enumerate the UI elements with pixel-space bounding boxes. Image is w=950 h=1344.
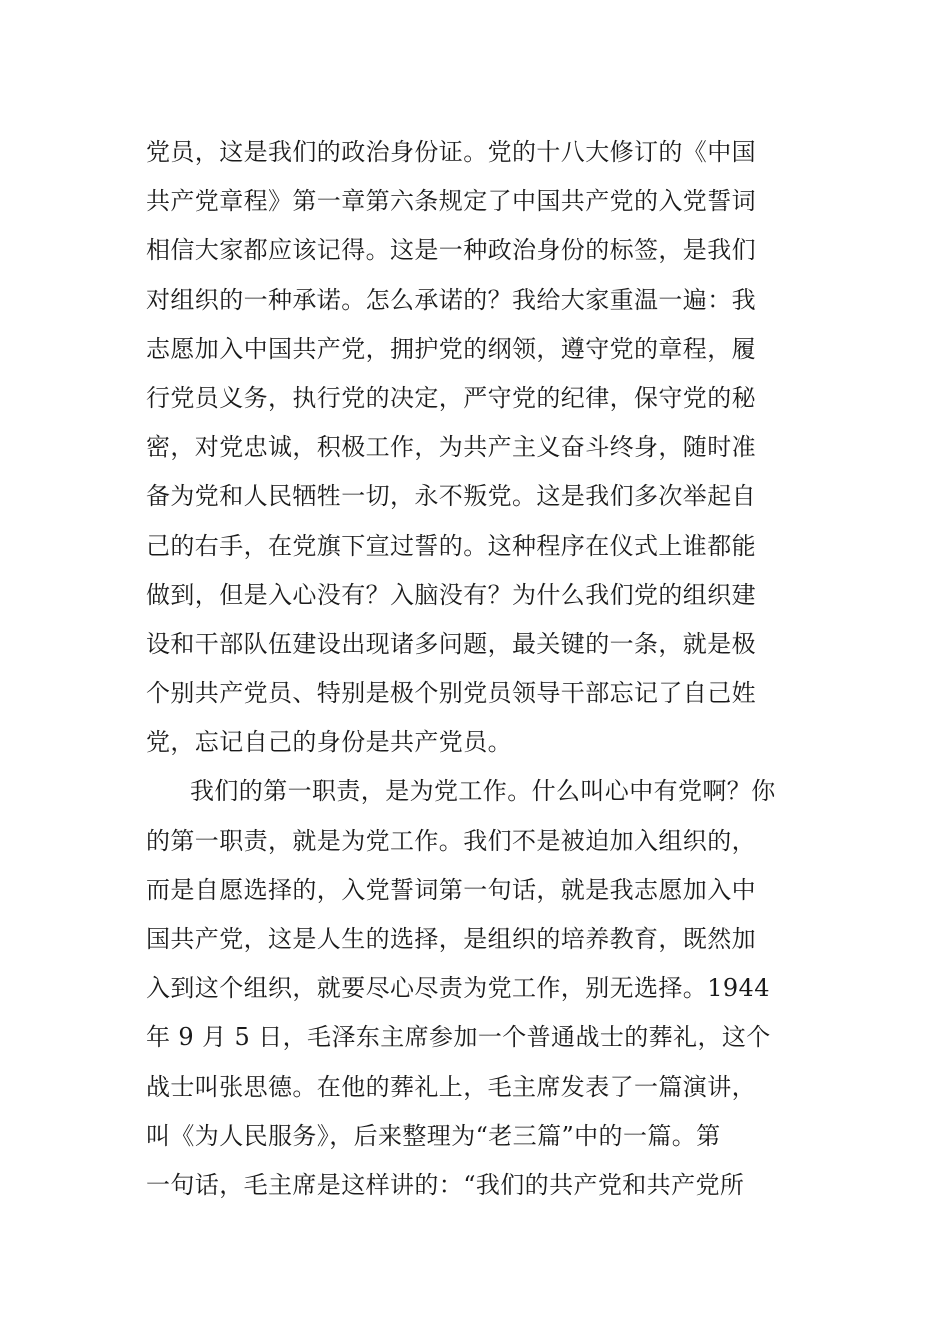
text-line: 党员，这是我们的政治身份证。党的十八大修订的《中国 [146,138,756,166]
text-line: 年 9 月 5 日，毛泽东主席参加一个普通战士的葬礼，这个 [146,1023,771,1052]
text-line: 己的右手，在党旗下宣过誓的。这种程序在仪式上谁都能 [146,531,756,560]
text-line: 入到这个组织，就要尽心尽责为党工作，别无选择。1944 [146,974,770,1003]
text-line: 党，忘记自己的身份是共产党员。 [146,728,512,757]
paragraph-first-line: 我们的第一职责，是为党工作。什么叫心中有党啊？你 [190,777,776,806]
text-line: 个别共产党员、特别是极个别党员领导干部忘记了自己姓 [146,679,756,708]
text-line: 备为党和人民牺牲一切，永不叛党。这是我们多次举起自 [146,482,756,511]
text-line: 叫《为人民服务》，后来整理为“老三篇”中的一篇。第 [146,1121,721,1150]
text-line: 设和干部队伍建设出现诸多问题，最关键的一条，就是极 [146,629,756,658]
text-line: 而是自愿选择的，入党誓词第一句话，就是我志愿加入中 [146,875,756,904]
text-line: 密，对党忠诚，积极工作，为共产主义奋斗终身，随时准 [146,433,756,462]
text-line: 对组织的一种承诺。怎么承诺的？我给大家重温一遍：我 [146,285,756,314]
text-line: 的第一职责，就是为党工作。我们不是被迫加入组织的， [146,826,756,855]
text-line: 相信大家都应该记得。这是一种政治身份的标签，是我们 [146,236,756,265]
text-line: 战士叫张思德。在他的葬礼上，毛主席发表了一篇演讲， [146,1072,756,1101]
text-line: 一句话，毛主席是这样讲的：“我们的共产党和共产党所 [146,1170,745,1199]
text-line: 行党员义务，执行党的决定，严守党的纪律，保守党的秘 [146,383,756,412]
text-line: 国共产党，这是人生的选择，是组织的培养教育，既然加 [146,925,756,953]
text-line: 志愿加入中国共产党，拥护党的纲领，遵守党的章程，履 [146,334,756,363]
body-text [146,128,806,1210]
text-line: 做到，但是入心没有？入脑没有？为什么我们党的组织建 [146,580,756,609]
text-line: 共产党章程》第一章第六条规定了中国共产党的入党誓词 [146,187,756,216]
